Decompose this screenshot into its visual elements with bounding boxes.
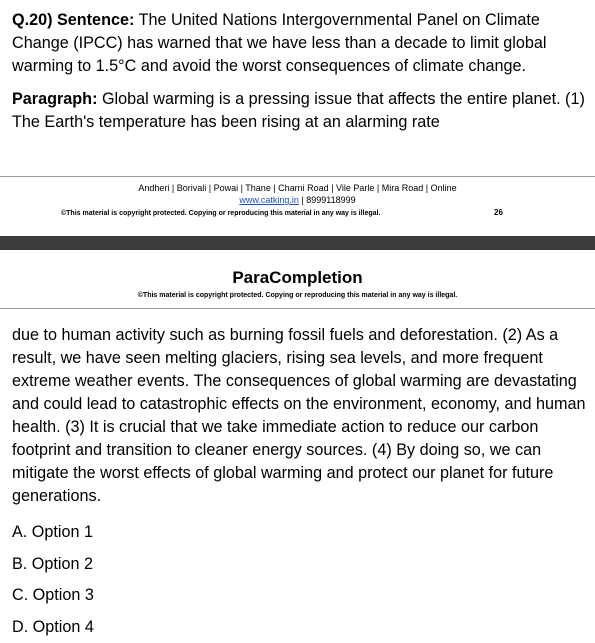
footer-copyright-row [0, 206, 595, 218]
page-number: 26 [494, 207, 503, 219]
option-d[interactable]: D. Option 4 [12, 612, 94, 643]
paragraph-start-text: Global warming is a pressing issue that affects the entire planet. (1) The Earth's temperature has been rising at an alarming rate [12, 90, 585, 131]
header-copyright: ©This material is copyright protected. Copying or reproducing this material in any way is illegal. [0, 292, 595, 299]
page-26 [0, 0, 595, 236]
question-paragraph [12, 88, 587, 134]
footer-divider [0, 176, 595, 177]
option-b[interactable]: B. Option 2 [12, 549, 94, 581]
paragraph-label: Paragraph: [12, 90, 97, 108]
website-link[interactable]: www.catking.in [239, 195, 299, 205]
page-separator [0, 236, 595, 250]
page-footer [0, 182, 595, 218]
paragraph-continuation: due to human activity such as burning fossil fuels and deforestation. (2) As a result, we have seen melting glaciers, rising sea levels, and more frequent extreme weather events. The consequences of global warming are devastating and could lead to catastrophic effects on the environment, economy, and human health. (3) It is crucial that we take immediate action to reduce our carbon footprint and transition to cleaner energy sources. (4) By doing so, we can mitigate the worst effects of global warming and protect our planet for future generations. [12, 324, 587, 508]
sentence-text: The United Nations Intergovernmental Panel on Climate Change (IPCC) has warned that we have less than a decade to limit global warming to 1.5°C and avoid the worst consequences of climate change. [12, 11, 547, 75]
section-title: ParaCompletion [0, 267, 595, 289]
question-sentence [12, 9, 587, 78]
question-label: Q.20) Sentence: [12, 11, 134, 29]
footer-contact [0, 194, 595, 206]
option-c[interactable]: C. Option 3 [12, 580, 94, 612]
footer-copyright: ©This material is copyright protected. Copying or reproducing this material in any way is illegal. [61, 208, 380, 220]
footer-phone: | 8999118999 [299, 195, 356, 205]
footer-locations: Andheri | Borivali | Powai | Thane | Charni Road | Vile Parle | Mira Road | Online [0, 182, 595, 194]
answer-options [12, 517, 94, 643]
header-divider [0, 308, 595, 309]
page-27 [0, 250, 595, 634]
option-a[interactable]: A. Option 1 [12, 517, 94, 549]
